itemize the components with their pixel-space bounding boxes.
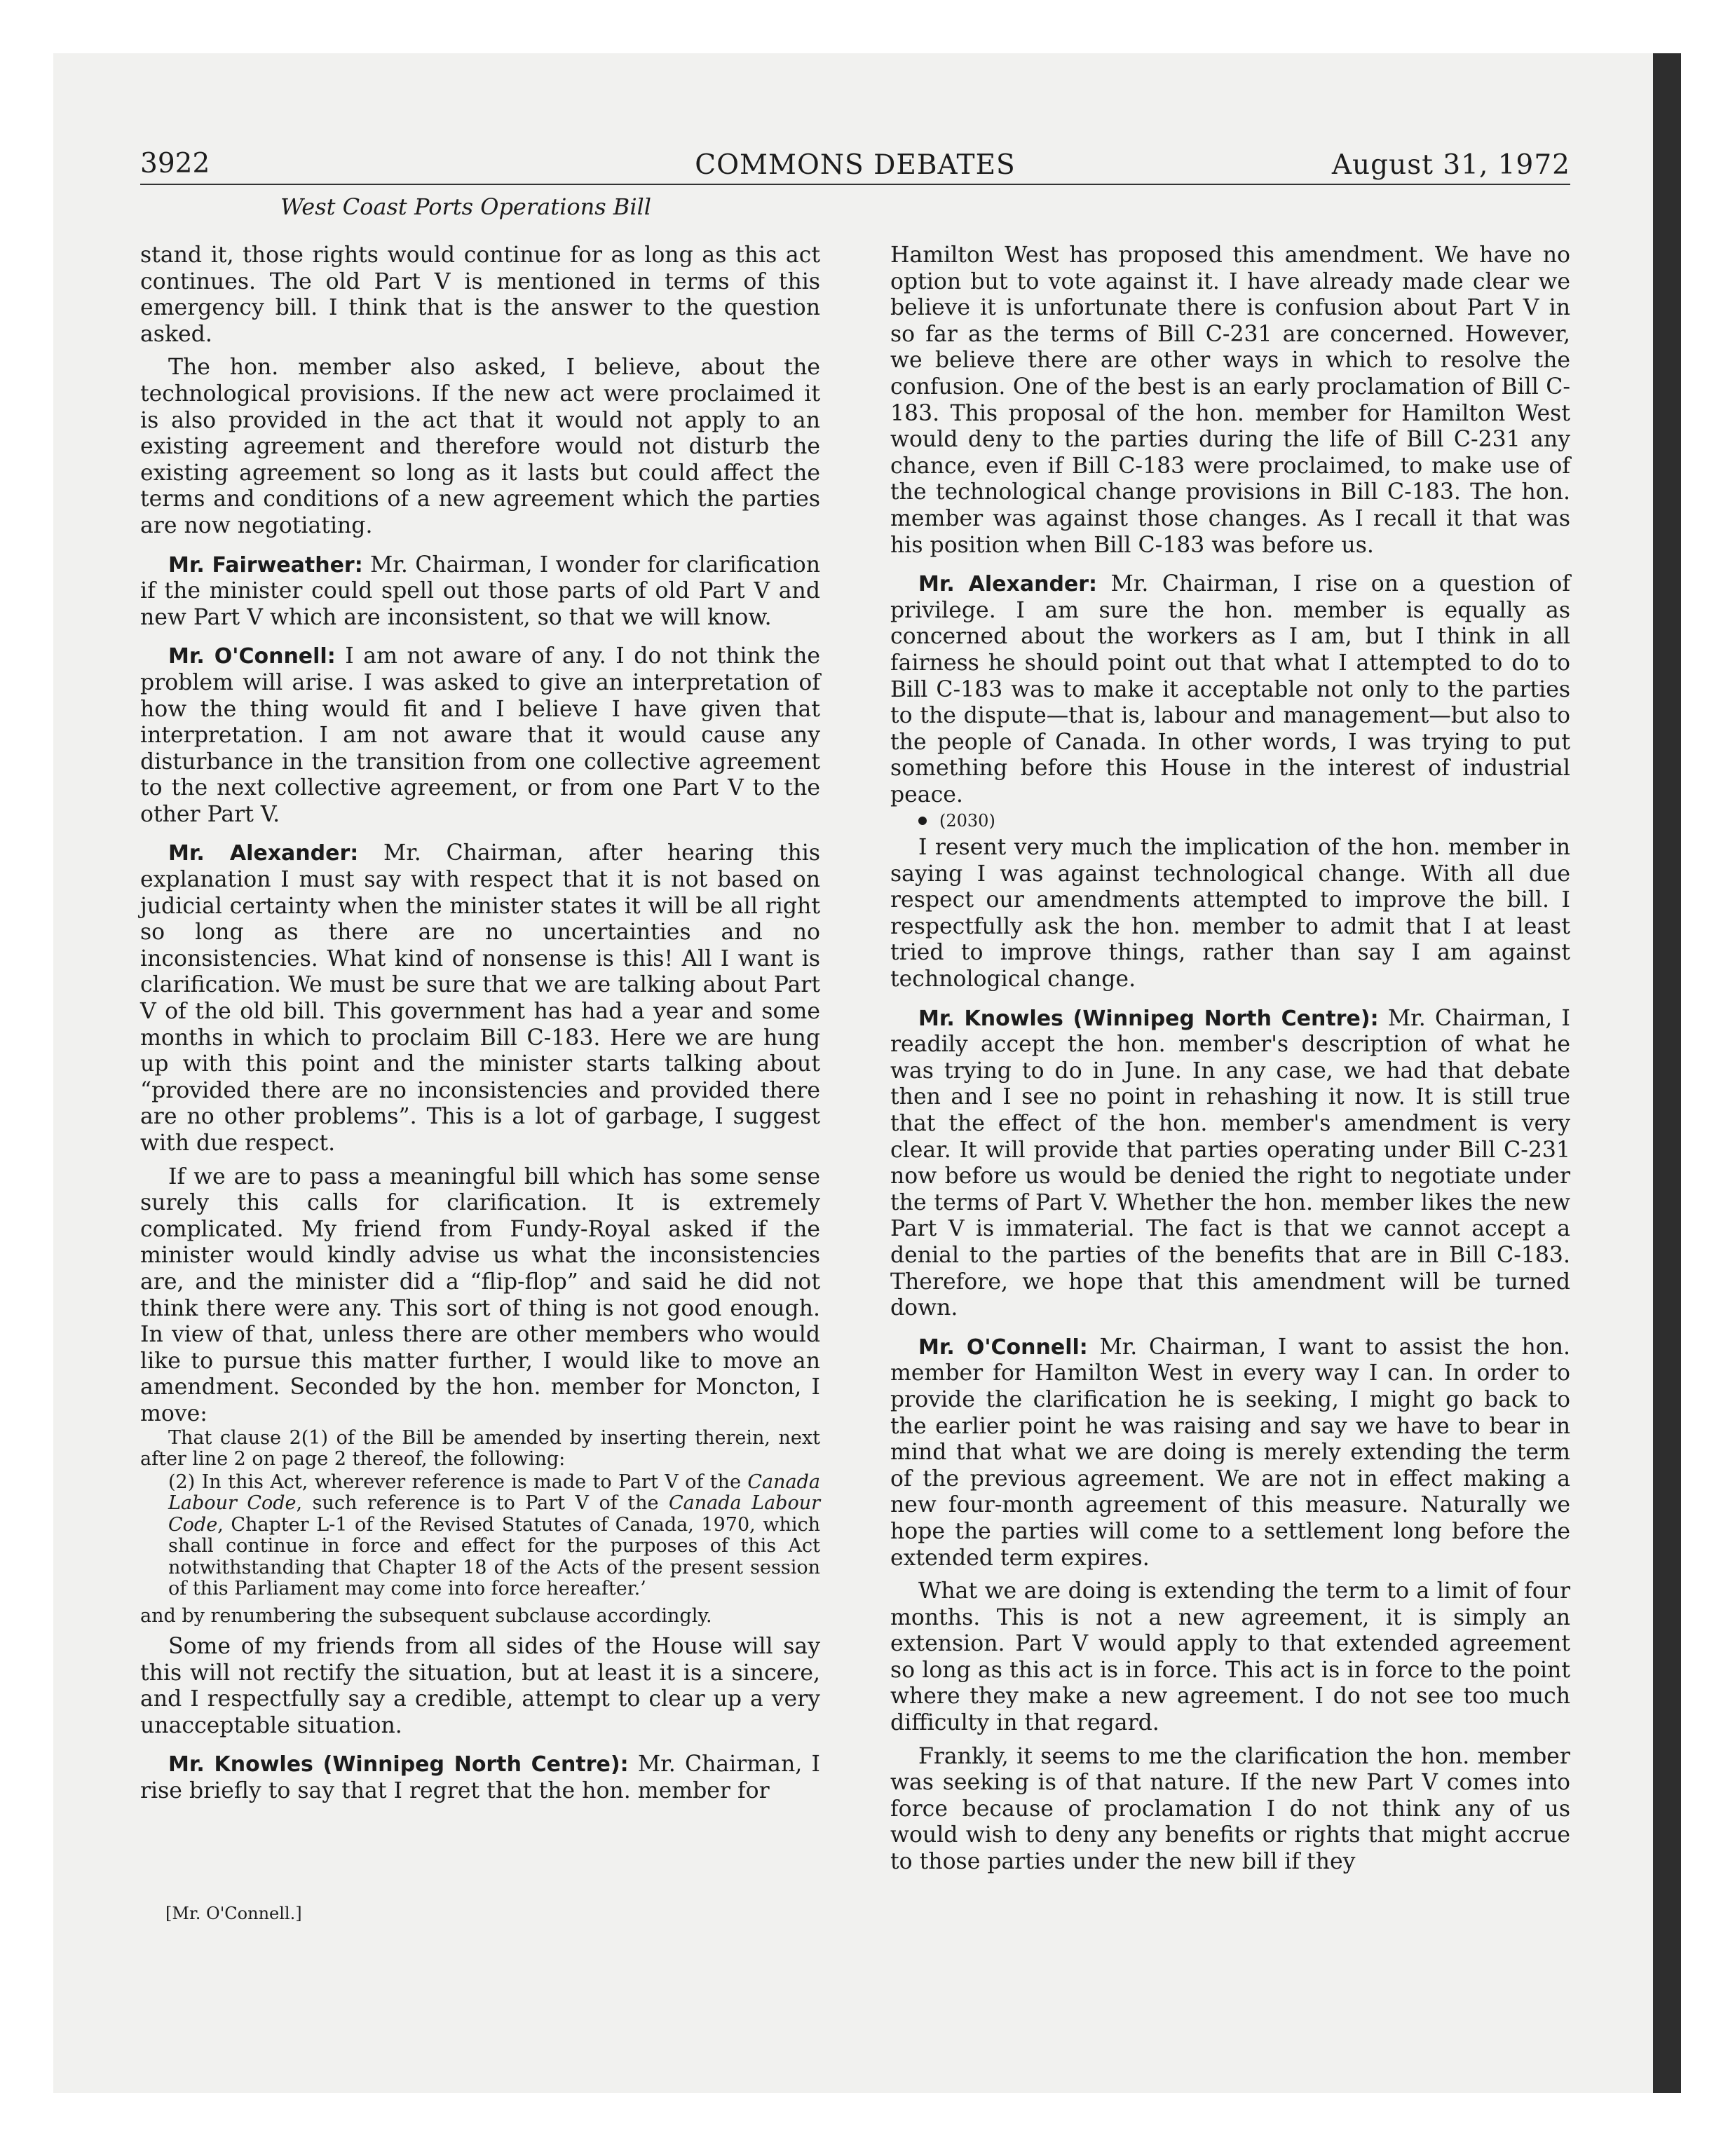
speaker-name: Mr. O'Connell: (168, 644, 336, 669)
clause-text: , such reference is to Part V of the (296, 1492, 669, 1515)
speech (140, 840, 820, 1157)
speaker-name: Mr. O'Connell: (918, 1335, 1088, 1360)
speech (140, 1752, 820, 1804)
publication-title: COMMONS DEBATES (695, 149, 1016, 181)
speech (890, 1335, 1570, 1571)
page-header (140, 144, 1570, 185)
speaker-name: Mr. Fairweather: (168, 552, 363, 578)
bullet-icon (918, 817, 927, 825)
paragraph: If we are to pass a meaningful bill which has some sense surely this calls for clarification. It is extremely complicated. My friend from Fundy-Royal asked if the minister would kindly advise us what the inconsistencies are, and the minister did a “flip-flop” and said he did not think there were any. This sort of thing is not good enough. In view of that, unless there are other members who would like to pursue this matter further, I would like to move an amendment. Seconded by the hon. member for Moncton, I move: (140, 1164, 820, 1426)
speech (890, 571, 1570, 808)
speaker-name: Mr. Alexander: (918, 572, 1098, 597)
paragraph: I resent very much the implication of the hon. member in saying I was against technological change. With all due respect our amendments attempted to improve the bill. I respectfully ask the hon. member to admit that I at least tried to improve things, rather than say I am against technological change. (890, 835, 1570, 992)
speaker-name: Mr. Alexander: (168, 841, 359, 866)
publication-date: August 31, 1972 (1331, 149, 1570, 181)
page-number: 3922 (140, 148, 210, 179)
clause-italic: Canada Labour Code (168, 1471, 820, 1515)
left-column (140, 243, 820, 1805)
clause-text: , Chapter L-1 of the Revised Statutes of Canada, 1970, which shall continue in force and effect for the purposes of this Act notwithstanding that Chapter 18 of the Acts of the present session of this Parliament may come into force hereafter.’ (168, 1513, 820, 1600)
section-subheader: West Coast Ports Operations Bill (280, 193, 652, 220)
paragraph: What we are doing is extending the term to a limit of four months. This is not a new agreement, it is simply an extension. Part V would apply to that extended agreement so long as this act is in force. This act is in force to the point where they make a new agreement. I do not see too much difficulty in that regard. (890, 1578, 1570, 1736)
amendment-text: That clause 2(1) of the Bill be amended by inserting therein, next after line 2 on page 2 thereof, the following: (140, 1426, 820, 1471)
speaker-name: Mr. Knowles (Winnipeg North Centre): (918, 1006, 1379, 1031)
speech-text: Mr. Chairman, I want to assist the hon. member for Hamilton West in every way I can. In order to provide the clarification he is seeking, I might go back to the earlier point he was raising and say we have to bear in mind that what we are doing is merely extending the term of the previous agreement. We are not in effect making a new four-month agreement of this measure. Naturally we hope the parties will come to a settlement long before the extended term expires. (890, 1334, 1571, 1571)
speech-text: I am not aware of any. I do not think the problem will arise. I was asked to give an interpretation of how the thing would fit and I believe I have given that interpretation. I am not aware that it would cause any disturbance in the transition from one collective agreement to the next collective agreement, or from one Part V to the other Part V. (140, 643, 821, 827)
paragraph: Frankly, it seems to me the clarification the hon. member was seeking is of that nature. If the new Part V comes into force because of proclamation I do not think any of us would wish to deny any benefits or rights that might accrue to those parties under the new bill if they (890, 1743, 1570, 1875)
amendment-tail: and by renumbering the subsequent subclause accordingly. (140, 1604, 712, 1627)
paragraph: Some of my friends from all sides of the House will say this will not rectify the situation, but at least it is a sincere, and I respectfully say a credible, attempt to clear up a very unacceptable situation. (140, 1634, 820, 1738)
speech (140, 643, 820, 828)
speech-text: Mr. Chairman, I rise on a question of privilege. I am sure the hon. member is equally as concerned about the workers as I am, but I think in all fairness he should point out that what I attempted to do to Bill C-183 was to make it acceptable not only to the parties to the dispute—that is, labour and management—but also to the people of Canada. In other words, I was trying to put something before this House in the interest of industrial peace. (890, 571, 1571, 807)
speech-text: Mr. Chairman, after hearing this explanation I must say with respect that it is not based on judicial certainty when the minister states it will be all right so long as there are no uncertainties and no inconsistencies. What kind of nonsense is this! All I want is clarification. We must be sure that we are talking about Part V of the old bill. This government has had a year and some months in which to proclaim Bill C-183. Here we are hung up with this point and the minister starts talking about “provided there are no inconsistencies and provided there are no other problems”. This is a lot of garbage, I suggest with due respect. (140, 840, 820, 1156)
paragraph: The hon. member also asked, I believe, about the technological provisions. If the new act were proclaimed it is also provided in the act that it would not apply to an existing agreement and therefore would not disturb the existing agreement so long as it lasts but could affect the terms and conditions of a new agreement which the parties are now negotiating. (140, 355, 820, 538)
scan-edge (1653, 53, 1681, 2093)
speech-text: Mr. Chairman, I rise briefly to say that I regret that the hon. member for (140, 1752, 820, 1803)
paragraph: Hamilton West has proposed this amendment. We have no option but to vote against it. I have already made clear we believe it is unfortunate there is confusion about Part V in so far as the terms of Bill C-231 are concerned. However, we believe there are other ways in which to resolve the confusion. One of the best is an early proclamation of Bill C-183. This proposal of the hon. member for Hamilton West would deny to the parties during the life of Bill C-231 any chance, even if Bill C-183 were proclaimed, to make use of the technological change provisions in Bill C-183. The hon. member was against those changes. As I recall it that was his position when Bill C-183 was before us. (890, 243, 1570, 558)
time-marker (890, 808, 1570, 835)
right-column (890, 243, 1570, 1876)
clause-text: (2) In this Act, wherever reference is made to Part V of the (168, 1471, 748, 1493)
speech-text: Mr. Chairman, I readily accept the hon. member's description of what he was trying to do in June. In any case, we had that debate then and I see no point in rehashing it now. It is still true that the effect of the hon. member's amendment is very clear. It will provide that parties operating under Bill C-231 now before us would be denied the right to negotiate under the terms of Part V. Whether the hon. member likes the new Part V is immaterial. The fact is that we cannot accept a denial to the parties of the benefits that are in Bill C-183. Therefore, we hope that this amendment will be turned down. (890, 1005, 1570, 1321)
speech-text: Mr. Chairman, I wonder for clarification if the minister could spell out those parts of old Part V and new Part V which are inconsistent, so that we will know. (140, 552, 820, 630)
speech (890, 1006, 1570, 1322)
speech (140, 552, 820, 632)
page-footnote: [Mr. O'Connell.] (165, 1904, 302, 1923)
amendment-clause (168, 1472, 820, 1600)
time-text: (2030) (939, 811, 995, 831)
speaker-name: Mr. Knowles (Winnipeg North Centre): (168, 1752, 629, 1778)
paragraph: stand it, those rights would continue for as long as this act continues. The old Part V is mentioned in terms of this emergency bill. I think that is the answer to the question asked. (140, 243, 820, 347)
clause-italic: Canada Labour Code (168, 1492, 821, 1536)
